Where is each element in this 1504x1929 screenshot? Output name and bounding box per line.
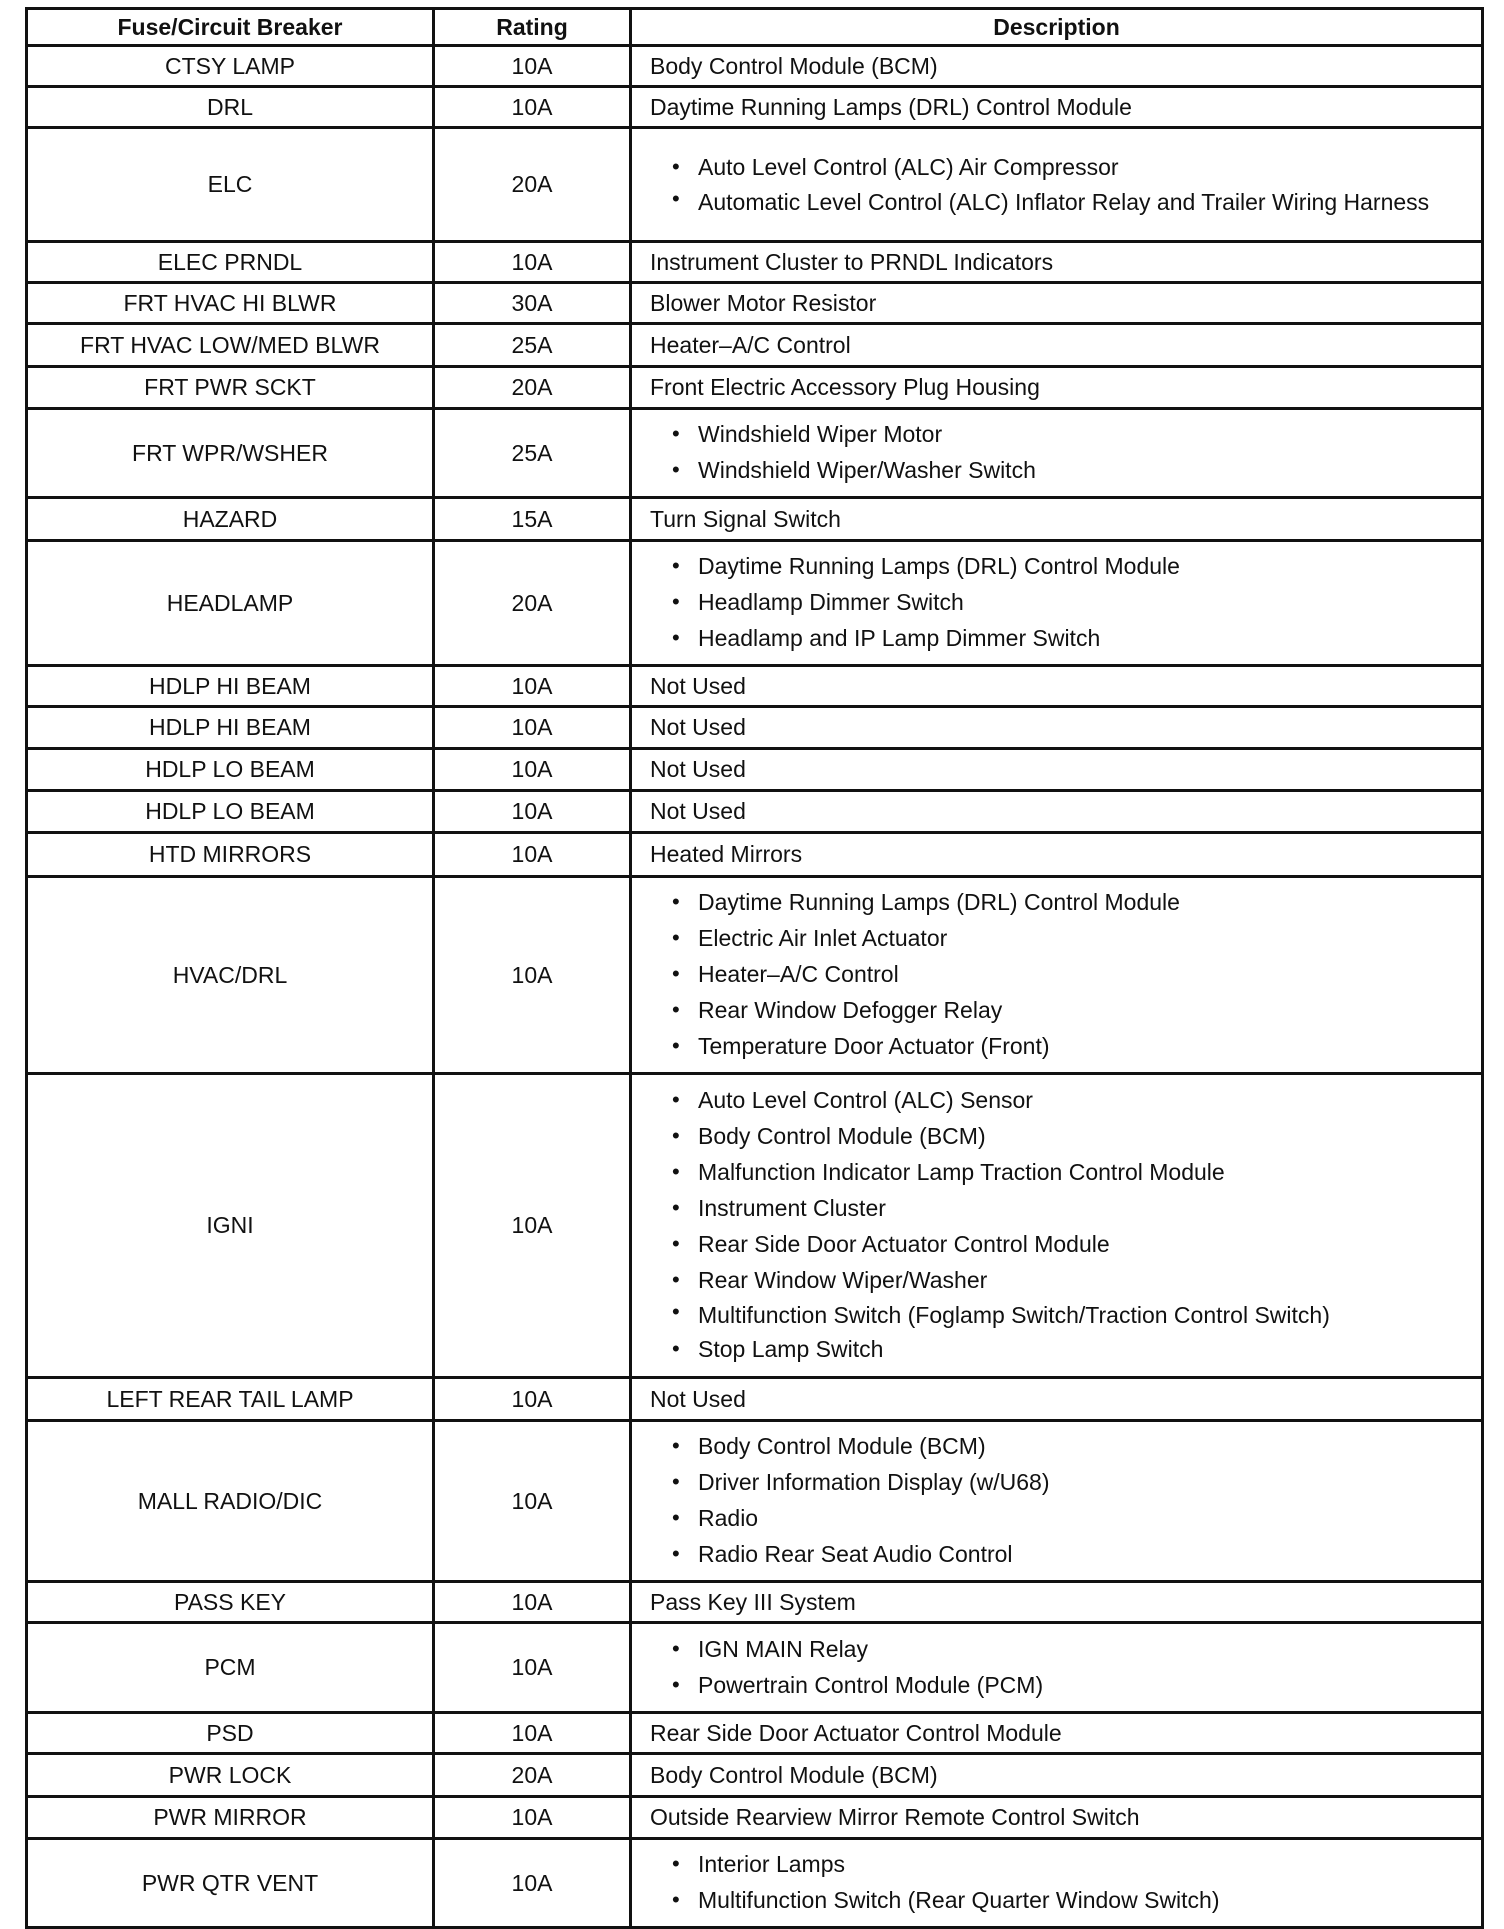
description-bullet-item [672,548,1481,584]
description-bullet-item [672,992,1481,1028]
fuse-name-cell: HDLP HI BEAM [27,707,434,749]
bullet-text: Heater–A/C Control [698,961,899,987]
description-cell [631,46,1483,87]
bullet-icon: • [672,1671,680,1697]
description-bullet-item [672,416,1481,452]
rating-cell: 10A [434,1074,631,1378]
rating-cell: 10A [434,877,631,1074]
rating-cell: 10A [434,791,631,833]
description-bullet-item [672,920,1481,956]
fuse-name-cell: HTD MIRRORS [27,833,434,877]
description-text: Not Used [650,672,746,699]
bullet-text: Radio [698,1505,759,1531]
description-cell [631,707,1483,749]
bullet-text: IGN MAIN Relay [698,1635,868,1662]
bullet-icon: • [672,421,680,446]
table-row [27,666,1483,707]
column-header-fuse: Fuse/Circuit Breaker [27,9,434,46]
fuse-name-cell: HEADLAMP [27,541,434,666]
description-bullet-item [672,1298,1481,1331]
fuse-name-cell: PCM [27,1623,434,1713]
bullet-icon: • [672,1123,680,1148]
description-text: Not Used [650,714,746,740]
fuse-name-cell: PASS KEY [27,1582,434,1623]
bullet-text: Headlamp Dimmer Switch [698,589,964,615]
fuse-name-cell: CTSY LAMP [27,46,434,87]
description-text: Heater–A/C Control [650,331,851,358]
rating-cell: 30A [434,283,631,324]
description-cell [631,128,1483,242]
table-row [27,324,1483,367]
description-bullet-item [672,1428,1481,1464]
bullet-text: Rear Side Door Actuator Control Module [698,1231,1110,1257]
table-row [27,1623,1483,1713]
description-text: Blower Motor Resistor [650,289,877,316]
fuse-name-cell: PWR QTR VENT [27,1839,434,1928]
description-cell [631,1754,1483,1797]
table-row [27,541,1483,666]
bullet-icon: • [672,1195,680,1220]
bullet-icon: • [672,1336,680,1361]
table-row [27,1713,1483,1754]
description-bullet-list [650,878,1481,1072]
bullet-text: Rear Window Defogger Relay [698,997,1003,1023]
description-bullet-list [650,1422,1481,1580]
description-cell [631,877,1483,1074]
table-row [27,877,1483,1074]
table-body [27,46,1483,1928]
description-text: Daytime Running Lamps (DRL) Control Module [650,93,1132,120]
bullet-text: Electric Air Inlet Actuator [698,925,948,951]
rating-cell: 10A [434,833,631,877]
description-cell [631,283,1483,324]
table-row [27,791,1483,833]
bullet-icon: • [672,1469,680,1494]
bullet-icon: • [672,186,680,211]
description-cell [631,1074,1483,1378]
fuse-name-cell: HDLP HI BEAM [27,666,434,707]
table-row [27,242,1483,283]
bullet-icon: • [672,589,680,614]
fuse-name-cell: ELEC PRNDL [27,242,434,283]
table-row [27,1074,1483,1378]
description-cell [631,324,1483,367]
bullet-icon: • [672,1851,680,1876]
table-row [27,367,1483,409]
table-row [27,87,1483,128]
description-bullet-list [650,1625,1481,1711]
bullet-icon: • [672,1087,680,1112]
fuse-circuit-breaker-table [25,7,1484,1929]
bullet-text: Daytime Running Lamps (DRL) Control Module [698,553,1180,579]
fuse-name-cell: FRT HVAC HI BLWR [27,283,434,324]
bullet-text: Temperature Door Actuator (Front) [698,1033,1050,1059]
rating-cell: 10A [434,1378,631,1421]
bullet-icon: • [672,1887,680,1912]
fuse-name-cell: FRT PWR SCKT [27,367,434,409]
bullet-icon: • [672,1299,680,1324]
description-bullet-item [672,149,1481,185]
description-cell [631,1582,1483,1623]
description-bullet-item [672,1667,1481,1703]
rating-cell: 20A [434,1754,631,1797]
description-bullet-item [672,584,1481,620]
table-row [27,1582,1483,1623]
rating-cell: 10A [434,749,631,791]
bullet-text: Auto Level Control (ALC) Air Compressor [698,154,1119,180]
table-row [27,749,1483,791]
description-bullet-item [672,1882,1481,1918]
description-bullet-list [650,1076,1481,1375]
description-bullet-item [672,1118,1481,1154]
description-bullet-item [672,956,1481,992]
fuse-name-cell: HVAC/DRL [27,877,434,1074]
description-text: Pass Key III System [650,1588,856,1615]
rating-cell: 10A [434,1797,631,1839]
rating-cell: 20A [434,128,631,242]
description-bullet-item [672,185,1481,218]
description-bullet-item [672,1846,1481,1882]
fuse-name-cell: MALL RADIO/DIC [27,1421,434,1582]
description-cell [631,87,1483,128]
fuse-name-cell: FRT WPR/WSHER [27,409,434,498]
description-cell [631,666,1483,707]
table-row [27,707,1483,749]
bullet-text: Daytime Running Lamps (DRL) Control Module [698,889,1180,915]
rating-cell: 10A [434,46,631,87]
fuse-name-cell: IGNI [27,1074,434,1378]
bullet-icon: • [672,1433,680,1458]
fuse-name-cell: HDLP LO BEAM [27,791,434,833]
bullet-text: Stop Lamp Switch [698,1336,884,1362]
description-bullet-item [672,1028,1481,1064]
bullet-icon: • [672,1635,680,1661]
description-text: Not Used [650,756,746,782]
description-text: Front Electric Accessory Plug Housing [650,374,1040,400]
table-row [27,409,1483,498]
column-header-rating: Rating [434,9,631,46]
rating-cell: 10A [434,1623,631,1713]
bullet-icon: • [672,553,680,578]
bullet-icon: • [672,457,680,482]
bullet-text: Auto Level Control (ALC) Sensor [698,1087,1033,1113]
rating-cell: 20A [434,367,631,409]
description-bullet-item [672,1082,1481,1118]
table-row [27,1839,1483,1928]
bullet-text: Automatic Level Control (ALC) Inflator Relay and Trailer Wiring Harness [698,189,1430,215]
bullet-icon: • [672,961,680,986]
bullet-text: Malfunction Indicator Lamp Traction Control Module [698,1159,1225,1185]
description-cell [631,1421,1483,1582]
bullet-icon: • [672,1231,680,1256]
description-bullet-item [672,620,1481,656]
bullet-icon: • [672,154,680,179]
rating-cell: 10A [434,242,631,283]
bullet-text: Windshield Wiper Motor [698,421,943,447]
fuse-name-cell: PWR LOCK [27,1754,434,1797]
table-row [27,283,1483,324]
rating-cell: 20A [434,541,631,666]
bullet-icon: • [672,997,680,1022]
fuse-name-cell: HDLP LO BEAM [27,749,434,791]
description-cell [631,1713,1483,1754]
description-cell [631,242,1483,283]
fuse-name-cell: PSD [27,1713,434,1754]
description-bullet-list [650,410,1481,496]
rating-cell: 10A [434,707,631,749]
bullet-icon: • [672,925,680,950]
bullet-text: Powertrain Control Module (PCM) [698,1671,1044,1698]
bullet-text: Headlamp and IP Lamp Dimmer Switch [698,625,1101,651]
description-cell [631,1378,1483,1421]
description-bullet-item [672,1262,1481,1298]
bullet-text: Driver Information Display (w/U68) [698,1469,1050,1495]
description-bullet-list [650,1840,1481,1926]
description-bullet-item [672,1500,1481,1536]
rating-cell: 15A [434,498,631,541]
description-text: Body Control Module (BCM) [650,52,938,79]
table-row [27,1421,1483,1582]
bullet-icon: • [672,625,680,650]
description-text: Heated Mirrors [650,841,803,867]
fuse-name-cell: PWR MIRROR [27,1797,434,1839]
description-cell [631,749,1483,791]
bullet-icon: • [672,1033,680,1058]
table-row [27,128,1483,242]
rating-cell: 25A [434,324,631,367]
description-text: Instrument Cluster to PRNDL Indicators [650,248,1054,275]
bullet-text: Radio Rear Seat Audio Control [698,1541,1013,1567]
description-cell [631,1623,1483,1713]
description-text: Body Control Module (BCM) [650,1761,938,1788]
rating-cell: 10A [434,1421,631,1582]
bullet-icon: • [672,889,680,914]
table-header-row [27,9,1483,46]
bullet-icon: • [672,1541,680,1566]
description-text: Not Used [650,1385,746,1412]
fuse-name-cell: DRL [27,87,434,128]
description-bullet-item [672,1464,1481,1500]
fuse-name-cell: ELC [27,128,434,242]
table-row [27,498,1483,541]
description-bullet-list [650,542,1481,664]
description-cell [631,541,1483,666]
description-text: Not Used [650,798,746,824]
bullet-text: Multifunction Switch (Rear Quarter Window Switch) [698,1887,1220,1913]
bullet-text: Rear Window Wiper/Washer [698,1267,988,1293]
fuse-name-cell: FRT HVAC LOW/MED BLWR [27,324,434,367]
rating-cell: 25A [434,409,631,498]
table-row [27,46,1483,87]
rating-cell: 10A [434,1713,631,1754]
table-row [27,1754,1483,1797]
description-cell [631,498,1483,541]
description-bullet-item [672,1190,1481,1226]
bullet-text: Instrument Cluster [698,1195,886,1221]
table-row [27,833,1483,877]
description-bullet-item [672,1226,1481,1262]
description-bullet-item [672,1536,1481,1572]
description-cell [631,409,1483,498]
description-cell [631,367,1483,409]
description-bullet-list [650,143,1481,226]
table-row [27,1797,1483,1839]
bullet-icon: • [672,1505,680,1530]
fuse-name-cell: HAZARD [27,498,434,541]
rating-cell: 10A [434,666,631,707]
column-header-description: Description [631,9,1483,46]
bullet-text: Body Control Module (BCM) [698,1123,986,1149]
description-text: Rear Side Door Actuator Control Module [650,1719,1062,1746]
bullet-text: Interior Lamps [698,1851,846,1877]
description-bullet-item [672,452,1481,488]
description-cell [631,791,1483,833]
description-text: Turn Signal Switch [650,505,841,532]
description-cell [631,833,1483,877]
table-row [27,1378,1483,1421]
bullet-icon: • [672,1159,680,1184]
bullet-icon: • [672,1267,680,1292]
bullet-text: Body Control Module (BCM) [698,1433,986,1459]
description-bullet-item [672,1631,1481,1667]
fuse-name-cell: LEFT REAR TAIL LAMP [27,1378,434,1421]
description-cell [631,1797,1483,1839]
description-cell [631,1839,1483,1928]
description-text: Outside Rearview Mirror Remote Control Switch [650,1804,1140,1830]
bullet-text: Multifunction Switch (Foglamp Switch/Traction Control Switch) [698,1302,1330,1328]
rating-cell: 10A [434,1582,631,1623]
description-bullet-item [672,1154,1481,1190]
description-bullet-item [672,884,1481,920]
description-bullet-item [672,1331,1481,1367]
rating-cell: 10A [434,1839,631,1928]
rating-cell: 10A [434,87,631,128]
bullet-text: Windshield Wiper/Washer Switch [698,457,1036,483]
